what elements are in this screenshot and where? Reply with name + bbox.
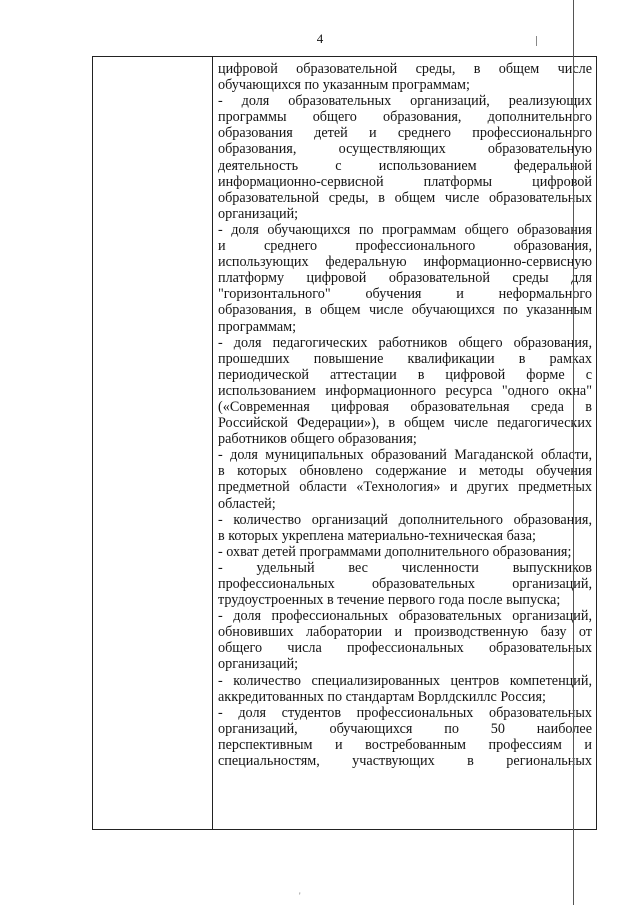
text-line: - доля обучающихся по программам общего образования: [218, 221, 592, 238]
text-line: предметной области «Технология» и других предметных: [218, 479, 592, 496]
text-line: общего числа профессиональных образовательных: [218, 640, 592, 657]
text-line: - удельный вес численности выпускников: [218, 559, 592, 576]
text-line: цифровой образовательной среды, в общем числе: [218, 61, 592, 77]
text-line: организаций, обучающихся по 50 наиболее: [218, 720, 592, 737]
text-line: периодической аттестации в цифровой форме с: [218, 366, 592, 383]
text-line: использованием информационного ресурса "одного окна": [218, 382, 592, 399]
text-line: - доля образовательных организаций, реализующих: [218, 93, 592, 110]
indicators-cell: [218, 61, 592, 769]
text-line: организаций;: [218, 205, 299, 222]
scan-artifact-tick: [536, 36, 537, 46]
text-line: обучающихся по указанным программам;: [218, 77, 470, 94]
text-line: программы общего образования, дополнительного: [218, 109, 592, 126]
text-line: областей;: [218, 495, 276, 512]
text-line: "горизонтального" обучения и неформального: [218, 286, 592, 303]
text-line: в которых обновлено содержание и методы обучения: [218, 463, 592, 480]
text-line: использующих федеральную информационно-сервисную: [218, 254, 592, 271]
text-line: трудоустроенных в течение первого года после выпуска;: [218, 592, 561, 609]
text-line: деятельность с использованием федеральной: [218, 157, 592, 174]
text-line: - доля муниципальных образований Магаданской области,: [218, 447, 592, 464]
text-line: - количество организаций дополнительного образования,: [218, 511, 592, 528]
text-line: - доля профессиональных образовательных организаций,: [218, 608, 592, 625]
page-number: 4: [316, 31, 324, 46]
text-line: работников общего образования;: [218, 431, 417, 448]
text-line: образования, осуществляющих образовательную: [218, 141, 592, 158]
text-line: перспективным и востребованным профессиям и: [218, 736, 592, 753]
text-line: программам;: [218, 318, 297, 335]
text-line: («Современная цифровая образовательная среда в: [218, 398, 592, 415]
text-line: прошедших повышение квалификации в рамках: [218, 350, 592, 367]
text-line: образования, в общем числе обучающихся по указанным: [218, 302, 592, 319]
scan-corner-mark: ': [299, 891, 301, 901]
text-line: организаций;: [218, 656, 299, 673]
text-line: платформу цифровой образовательной среды для: [218, 270, 592, 287]
text-line: - доля студентов профессиональных образовательных: [218, 704, 592, 721]
column-divider: [212, 57, 213, 829]
scan-artifact-line: [573, 0, 574, 905]
text-line: Российской Федерации»), в общем числе педагогических: [218, 415, 592, 432]
text-line: - охват детей программами дополнительного образования;: [218, 543, 572, 560]
text-line: аккредитованных по стандартам Ворлдскиллс Россия;: [218, 688, 546, 705]
text-line: в которых укреплена материально-техническая база;: [218, 527, 536, 544]
text-line: обновивших лаборатории и производственную базу от: [218, 624, 592, 641]
text-line: образования детей и среднего профессионального: [218, 125, 592, 142]
text-line: образовательной среды, в общем числе образовательных: [218, 189, 592, 206]
text-line: и среднего профессионального образования,: [218, 238, 592, 255]
text-line: информационно-сервисной платформы цифровой: [218, 173, 592, 190]
text-line: - доля педагогических работников общего образования,: [218, 334, 592, 351]
text-line: специальностям, участвующих в региональных: [218, 753, 592, 770]
text-line: - количество специализированных центров компетенций,: [218, 672, 592, 689]
text-line: профессиональных образовательных организаций,: [218, 576, 592, 592]
indicators-table: [92, 56, 597, 830]
